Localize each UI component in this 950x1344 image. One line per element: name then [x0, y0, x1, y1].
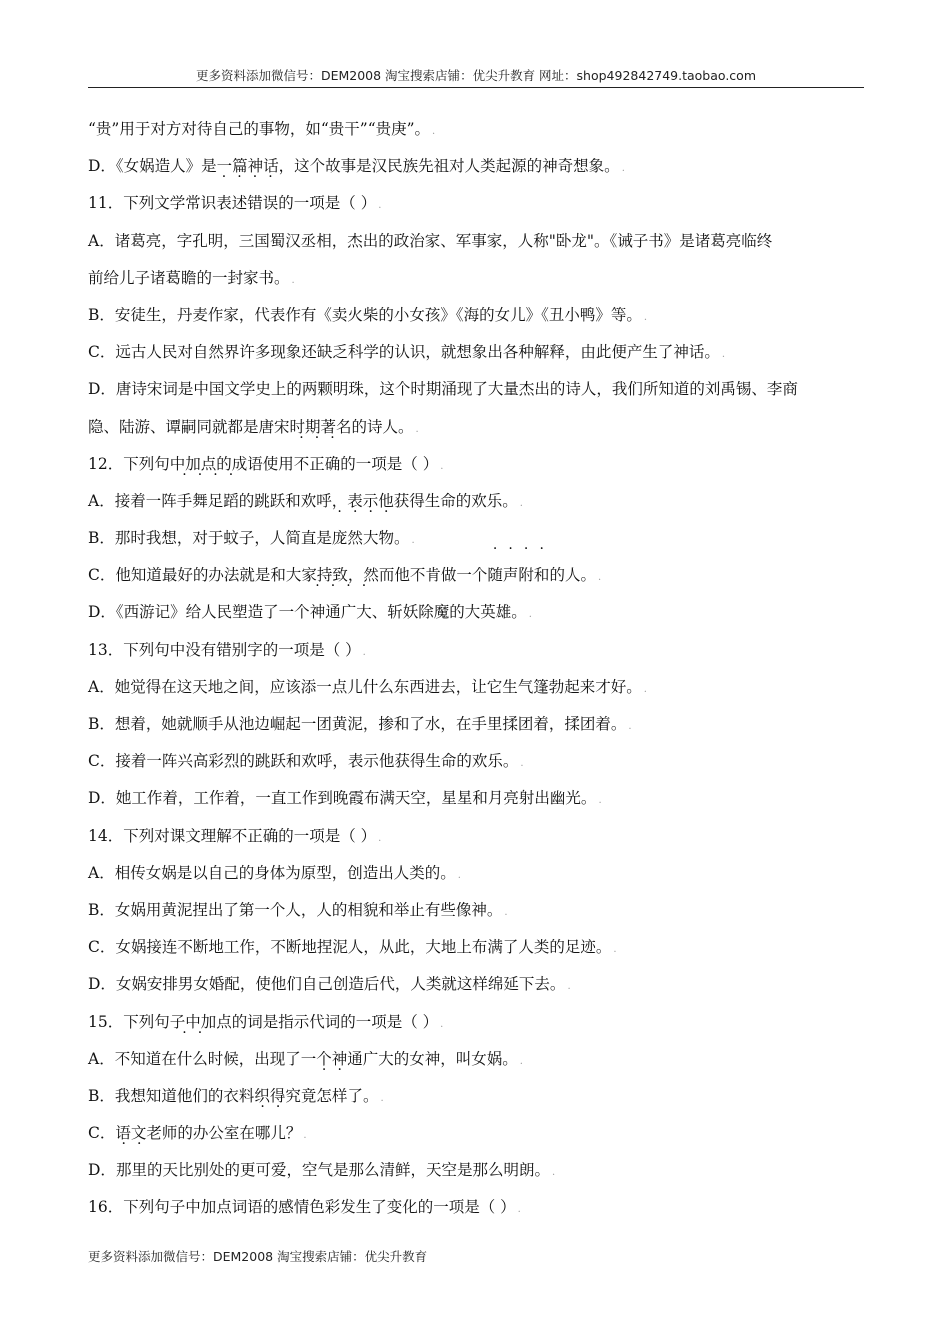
option-d: D．她工作着，工作着，一直工作到晚霞布满天空，星星和月亮射出幽光。 .	[88, 789, 602, 808]
option-b: B．安徒生，丹麦作家，代表作有《卖火柴的小女孩》《海的女儿》《丑小鸭》等。 .	[88, 305, 648, 324]
option-b: B．我想知道他们的衣料织得究竟怎样了。 .	[88, 1086, 384, 1105]
page-header: 更多资料添加微信号：DEM2008 淘宝搜索店铺：优尖升教育 网址：shop492842749.taobao.com	[195, 68, 757, 83]
text-line: “贵”用于对方对待自己的事物，如“贵干”“贵庚”。 .	[88, 120, 436, 138]
option-d: D．唐诗宋词是中国文学史上的两颗明珠，这个时期涌现了大量杰出的诗人，我们所知道的刘禹锡、李商	[88, 380, 798, 399]
option-c: C．语文老师的办公室在哪儿？ .	[88, 1124, 307, 1143]
option-d-cont: 隐、陆游、谭嗣同就都是唐宋时期著名的诗人。 .	[88, 417, 419, 436]
option-b: B．那时我想，对于蚊子，人简直是庞然大物。 .	[88, 529, 415, 548]
option-c: C．接着一阵兴高彩烈的跳跃和欢呼，表示他获得生命的欢乐。 .	[88, 752, 524, 771]
question-11: 11．下列文学常识表述错误的一项是（ ） .	[88, 194, 382, 213]
option-d: D．那里的天比别处的更可爱，空气是那么清鲜，天空是那么明朗。 .	[88, 1161, 556, 1180]
question-13: 13．下列句中没有错别字的一项是（ ） .	[88, 640, 366, 659]
option-c: C．远古人民对自然界许多现象还缺乏科学的认识，就想象出各种解释，由此便产生了神话。 .	[88, 343, 726, 362]
option-c: C．他知道最好的办法就是和大家持致，然而他不肯做一个随声附和的人。 .	[88, 566, 602, 585]
option-a-cont: 前给儿子诸葛瞻的一封家书。 .	[88, 268, 295, 287]
question-16: 16．下列句子中加点词语的感情色彩发生了变化的一项是（ ） .	[88, 1198, 521, 1217]
option-b: B．女娲用黄泥捏出了第一个人，人的相貌和举止有些像神。 .	[88, 900, 508, 919]
option-d: D．《西游记》给人民塑造了一个神通广大、斩妖除魔的大英雄。 .	[88, 603, 532, 622]
option-a: A．接着一阵手舞足蹈的跳跃和欢呼，表示他获得生命的欢乐。 .	[88, 491, 523, 510]
option-c: C．女娲接连不断地工作，不断地捏泥人，从此，大地上布满了人类的足迹。 .	[88, 938, 617, 957]
header-rule	[88, 87, 864, 88]
page-footer: 更多资料添加微信号：DEM2008 淘宝搜索店铺：优尖升教育	[88, 1249, 428, 1264]
question-15: 15．下列句子中加点的词是指示代词的一项是（ ） .	[88, 1012, 444, 1031]
option-a: A．她觉得在这天地之间，应该添一点儿什么东西进去，让它生气篷勃起来才好。 .	[88, 677, 647, 696]
option-d: D．女娲安排男女婚配，使他们自己创造后代，人类就这样绵延下去。 .	[88, 975, 571, 994]
option-a: A．不知道在什么时候，出现了一个神通广大的女神，叫女娲。 .	[88, 1049, 523, 1068]
option-b: B．想着，她就顺手从池边崛起一团黄泥，掺和了水，在手里揉团着，揉团着。 .	[88, 715, 632, 733]
question-12: 12．下列句中加点的成语使用不正确的一项是（ ） .	[88, 454, 444, 473]
question-14: 14．下列对课文理解不正确的一项是（ ） .	[88, 826, 382, 845]
document-body	[88, 111, 864, 1227]
option-a: A．相传女娲是以自己的身体为原型，创造出人类的。 .	[88, 863, 461, 882]
text-line: D．《女娲造人》是一篇神话，这个故事是汉民族先祖对人类起源的神奇想象。 .	[88, 157, 625, 176]
option-a: A．诸葛亮，字孔明，三国蜀汉丞相，杰出的政治家、军事家，人称"卧龙"。《诫子书》是诸葛亮临终	[88, 231, 773, 250]
